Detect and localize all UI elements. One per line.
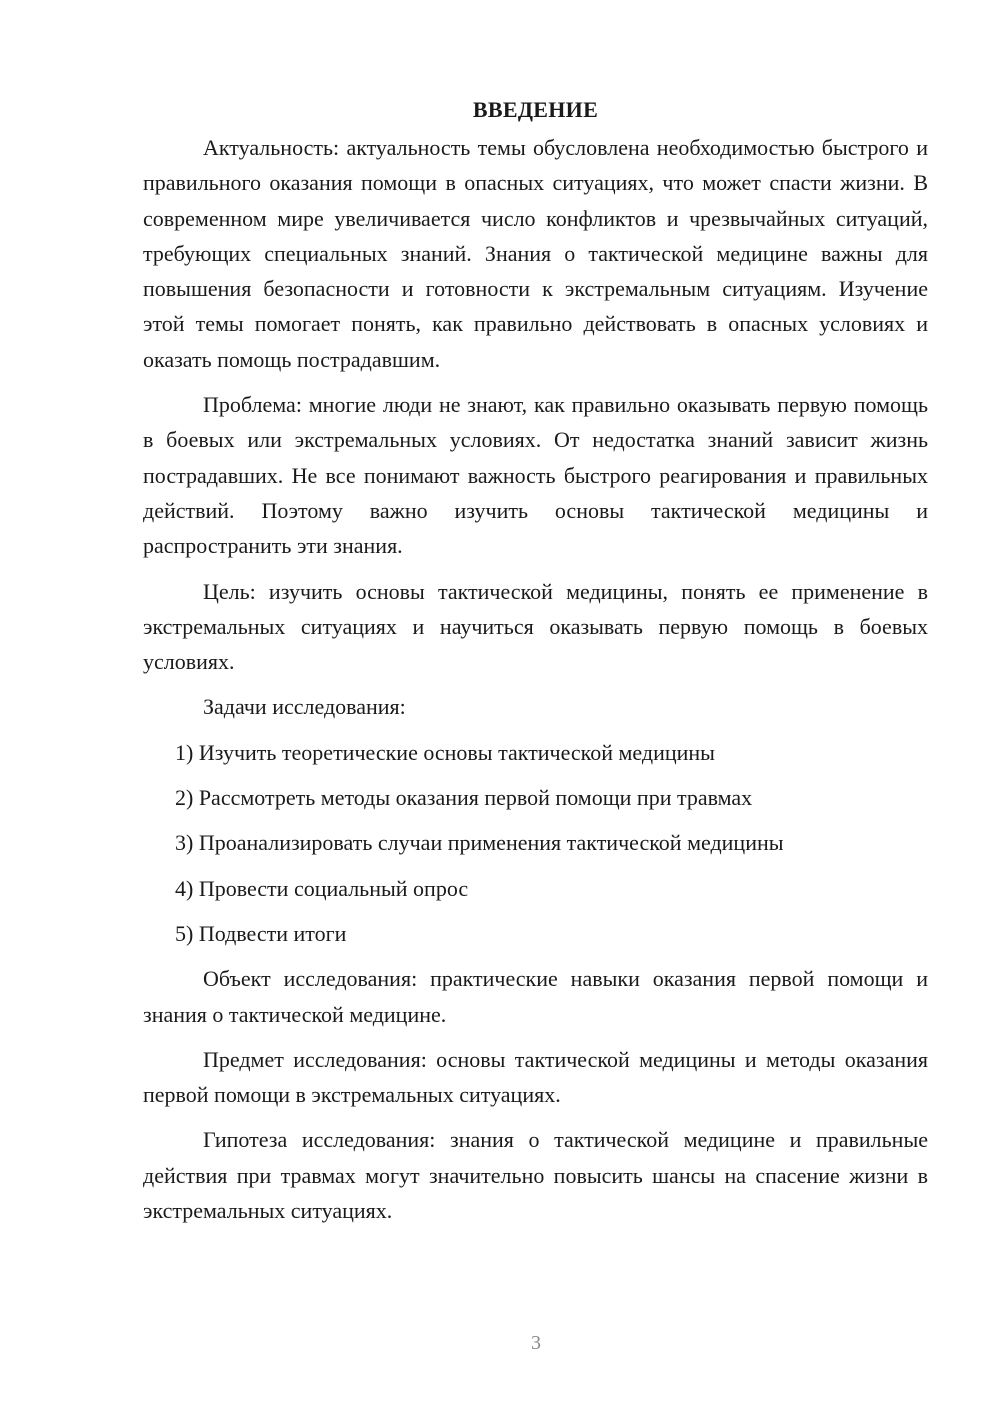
tasks-list: [143, 735, 928, 951]
task-item: 2) Рассмотреть методы оказания первой помощи при травмах: [175, 785, 753, 811]
task-item: 3) Проанализировать случаи применения тактической медицины: [175, 830, 784, 856]
paragraph-object: Объект исследования: практические навыки оказания первой помощи и знания о тактической медицине.: [143, 966, 928, 1027]
document-page: [143, 92, 928, 1238]
page-title: ВВЕДЕНИЕ: [472, 97, 599, 122]
task-item: 5) Подвести итоги: [175, 920, 347, 946]
paragraph-subject: Предмет исследования: основы тактической медицины и методы оказания первой помощи в экстремальных ситуациях.: [143, 1046, 928, 1108]
paragraph-hypothesis: Гипотеза исследования: знания о тактической медицине и правильные действия при травмах могут значительно повысить шансы на спасение жизни в экстремальных ситуациях.: [143, 1127, 928, 1224]
task-item: 1) Изучить теоретические основы тактической медицины: [175, 739, 715, 765]
task-item: 4) Провести социальный опрос: [175, 875, 469, 901]
paragraph-relevance: Актуальность: актуальность темы обусловлена необходимостью быстрого и правильного оказания помощи в опасных ситуациях, что может спасти жизни. В современном мире увеличивается число конфликтов и чрезвычайных ситуаций, требующих специальных знаний. Знания о тактической медицине важны для повышения безопасности и готовности к экстремальным ситуациям. Изучение этой темы помогает понять, как правильно действовать в опасных условиях и оказать помощь пострадавшим.: [143, 135, 928, 372]
tasks-title: Задачи исследования:: [203, 694, 406, 720]
paragraph-problem: Проблема: многие люди не знают, как правильно оказывать первую помощь в боевых или экстремальных условиях. От недостатка знаний зависит жизнь пострадавших. Не все понимают важность быстрого реагирования и правильных действий. Поэтому важно изучить основы тактической медицины и распространить эти знания.: [143, 392, 928, 559]
paragraph-goal: Цель: изучить основы тактической медицины, понять ее применение в экстремальных ситуациях и научиться оказывать первую помощь в боевых условиях.: [143, 578, 928, 675]
page-number: 3: [531, 1332, 541, 1354]
